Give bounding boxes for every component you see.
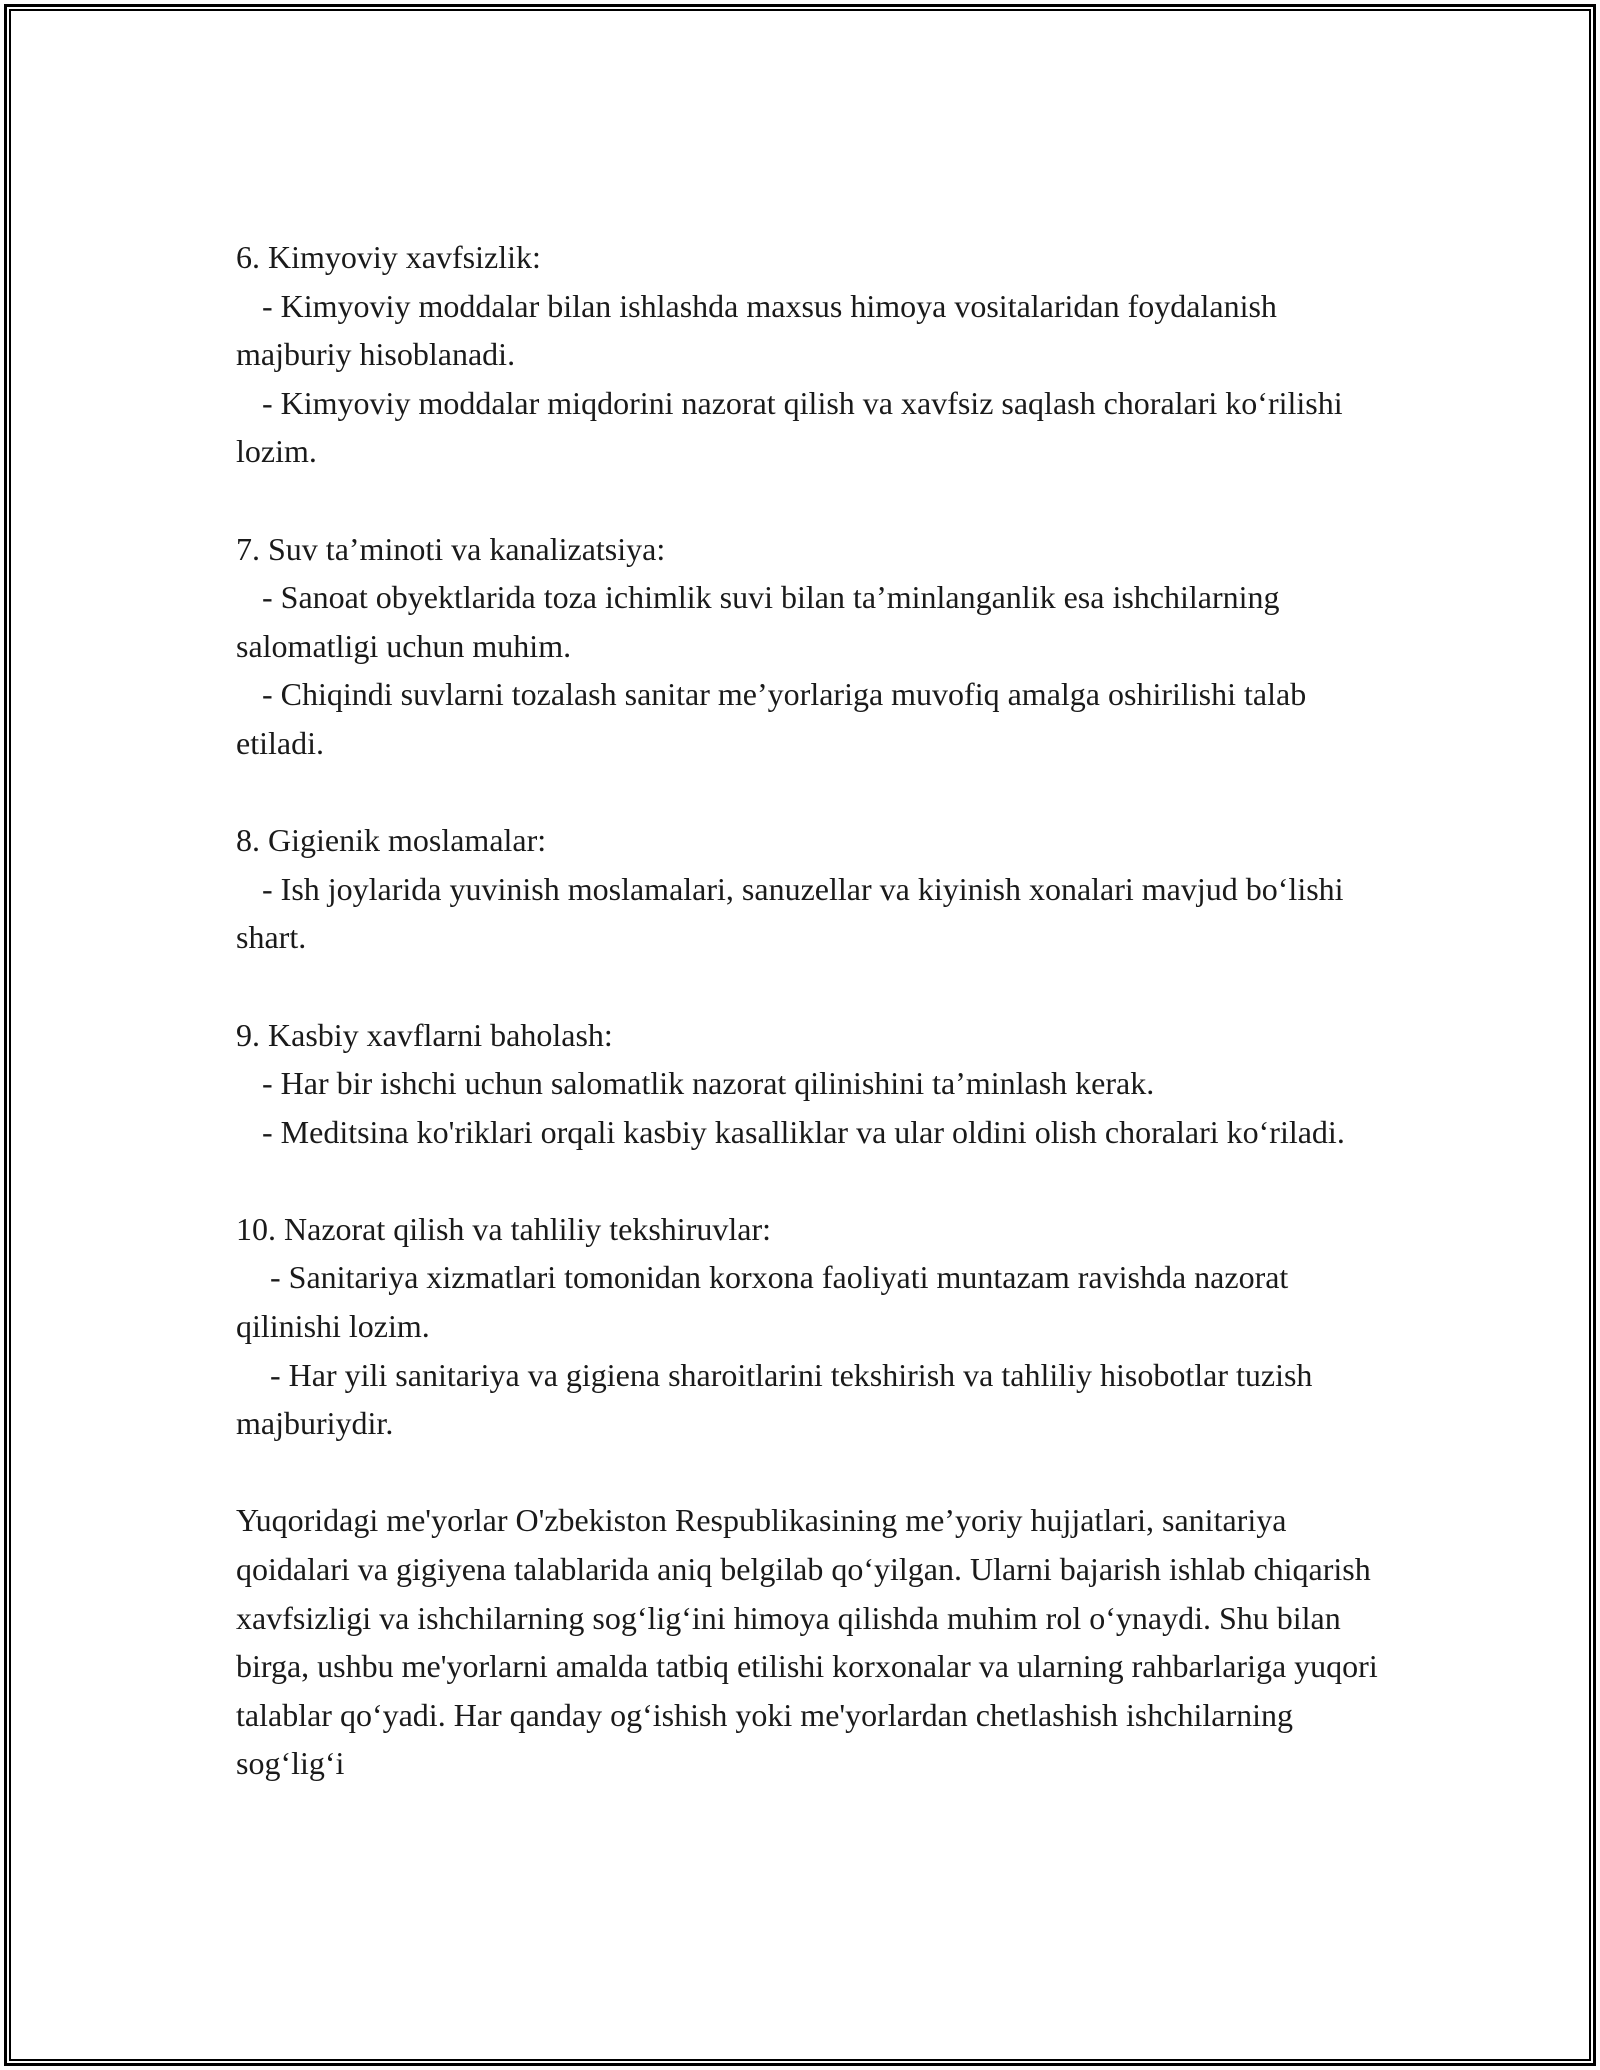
list-item: - Har yili sanitariya va gigiena sharoitlarini tekshirish va tahliliy hisobotlar tuzish majburiydir.	[236, 1356, 1313, 1442]
conclusion-paragraph	[236, 1496, 1386, 1788]
section-water-supply	[236, 525, 1386, 768]
section-heading: 7. Suv ta’minoti va kanalizatsiya:	[236, 530, 666, 567]
section-heading: 10. Nazorat qilish va tahliliy tekshiruvlar:	[236, 1210, 771, 1247]
list-item: - Chiqindi suvlarni tozalash sanitar me’yorlariga muvofiq amalga oshirilishi talab etiladi.	[236, 676, 1307, 761]
section-heading: 9. Kasbiy xavflarni baholash:	[236, 1016, 613, 1053]
conclusion-text: Yuqoridagi me'yorlar O'zbekiston Respublikasining me’yoriy hujjatlari, sanitariya qoidalari va gigiyena talablarida aniq belgilab qo‘yilgan. Ularni bajarish ishlab chiqarish xavfsizligi va ishchilarning sog‘lig‘ini himoya qilishda muhim rol o‘ynaydi. Shu bilan birga, ushbu me'yorlarni amalda tatbiq etilishi korxonalar va ularning rahbarlariga yuqori talablar qo‘yadi. Har qanday og‘ishish yoki me'yorlardan chetlashish ishchilarning sog‘lig‘i	[236, 1502, 1378, 1782]
section-chemical-safety	[236, 233, 1386, 476]
section-occupational-risk	[236, 1011, 1386, 1157]
list-item: - Kimyoviy moddalar bilan ishlashda maxsus himoya vositalaridan foydalanish majburiy hisoblanadi.	[236, 287, 1277, 373]
list-item: - Sanitariya xizmatlari tomonidan korxona faoliyati muntazam ravishda nazorat qilinishi lozim.	[236, 1259, 1289, 1345]
list-item: - Meditsina ko'riklari orqali kasbiy kasalliklar va ular oldini olish choralari ko‘riladi.	[262, 1113, 1345, 1150]
section-heading: 6. Kimyoviy xavfsizlik:	[236, 239, 541, 275]
list-item: - Kimyoviy moddalar miqdorini nazorat qilish va xavfsiz saqlash choralari ko‘rilishi lozim.	[236, 384, 1343, 470]
section-heading: 8. Gigienik moslamalar:	[236, 822, 547, 859]
list-item: - Ish joylarida yuvinish moslamalari, sanuzellar va kiyinish xonalari mavjud bo‘lishi shart.	[236, 870, 1344, 956]
list-item: - Har bir ishchi uchun salomatlik nazorat qilinishini ta’minlash kerak.	[262, 1065, 1155, 1102]
list-item: - Sanoat obyektlarida toza ichimlik suvi bilan ta’minlanganlik esa ishchilarning salomatligi uchun muhim.	[236, 579, 1280, 664]
document-body	[236, 233, 1386, 1788]
section-control-inspections	[236, 1205, 1386, 1448]
section-hygienic-facilities	[236, 816, 1386, 962]
